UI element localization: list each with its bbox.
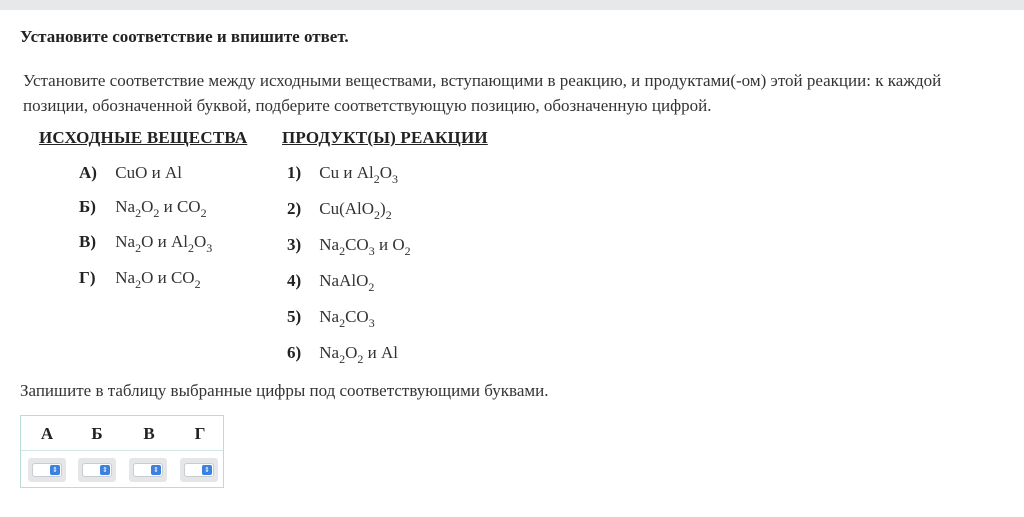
product-6 — [287, 343, 398, 366]
answer-select-v-box[interactable] — [133, 463, 163, 477]
answer-select-b-box[interactable] — [82, 463, 112, 477]
reactant-g-formula: $Na_2O$ и $CO_2$ — [115, 268, 201, 291]
answer-select-a[interactable] — [28, 458, 66, 482]
answer-header-g: Г — [194, 424, 206, 443]
answer-header-a: А — [40, 424, 54, 443]
product-6-label: 6) — [287, 343, 302, 362]
product-4-label: 4) — [287, 271, 302, 290]
right-column-title: ПРОДУКТ(Ы) РЕАКЦИИ — [282, 128, 488, 147]
reactant-b-label: Б) — [79, 197, 96, 216]
product-5-formula: $Na_2CO_3$ — [319, 307, 375, 330]
answer-instruction: Запишите в таблицу выбранные цифры под соответствующими буквами. — [20, 381, 549, 400]
product-1-label: 1) — [287, 163, 302, 182]
product-2-label: 2) — [287, 199, 302, 218]
product-3-label: 3) — [287, 235, 302, 254]
answer-select-b[interactable] — [78, 458, 116, 482]
product-2 — [287, 199, 392, 222]
reactant-g — [79, 268, 201, 291]
answer-select-g[interactable] — [180, 458, 218, 482]
answer-table — [20, 415, 224, 488]
reactant-a — [79, 163, 182, 183]
answer-header-b: Б — [91, 424, 103, 443]
product-6-formula: $Na_2O_2$ и Al — [319, 343, 398, 366]
select-arrows-icon: ⇕ — [50, 465, 60, 475]
product-2-formula: $Cu(AlO_2)_2$ — [319, 199, 392, 222]
task-heading: Установите соответствие и впишите ответ. — [20, 27, 349, 46]
reactant-b — [79, 197, 207, 220]
select-arrows-icon: ⇕ — [202, 465, 212, 475]
product-4 — [287, 271, 375, 294]
left-column-title: ИСХОДНЫЕ ВЕЩЕСТВА — [39, 128, 248, 147]
product-3 — [287, 235, 411, 258]
reactant-v-label: В) — [79, 232, 96, 251]
answer-select-a-box[interactable] — [32, 463, 62, 477]
product-3-formula: $Na_2CO_3$ и $O_2$ — [319, 235, 411, 258]
reactant-g-label: Г) — [79, 268, 96, 287]
reactant-b-formula: $Na_2O_2$ и $CO_2$ — [115, 197, 207, 220]
answer-divider — [21, 450, 223, 451]
product-5-label: 5) — [287, 307, 302, 326]
product-5 — [287, 307, 375, 330]
reactant-v — [79, 232, 213, 255]
select-arrows-icon: ⇕ — [151, 465, 161, 475]
reactant-v-formula: $Na_2O$ и $Al_2O_3$ — [115, 232, 213, 255]
product-4-formula: NaAlO$_2$ — [319, 271, 375, 294]
answer-select-v[interactable] — [129, 458, 167, 482]
product-1 — [287, 163, 398, 186]
answer-select-g-box[interactable] — [184, 463, 214, 477]
answer-header-v: В — [143, 424, 155, 443]
select-arrows-icon: ⇕ — [100, 465, 110, 475]
task-intro: Установите соответствие между исходными веществами, вступающими в реакцию, и продуктами(-ом) этой реакции: к каждой позиции, обозначенной буквой, подберите соответствующую позицию, обозначенную цифрой. — [23, 71, 942, 115]
top-bar — [0, 0, 1024, 10]
reactant-a-formula: CuO и Al — [115, 163, 182, 182]
product-1-formula: Cu и $Al_2O_3$ — [319, 163, 398, 186]
reactant-a-label: А) — [79, 163, 97, 182]
